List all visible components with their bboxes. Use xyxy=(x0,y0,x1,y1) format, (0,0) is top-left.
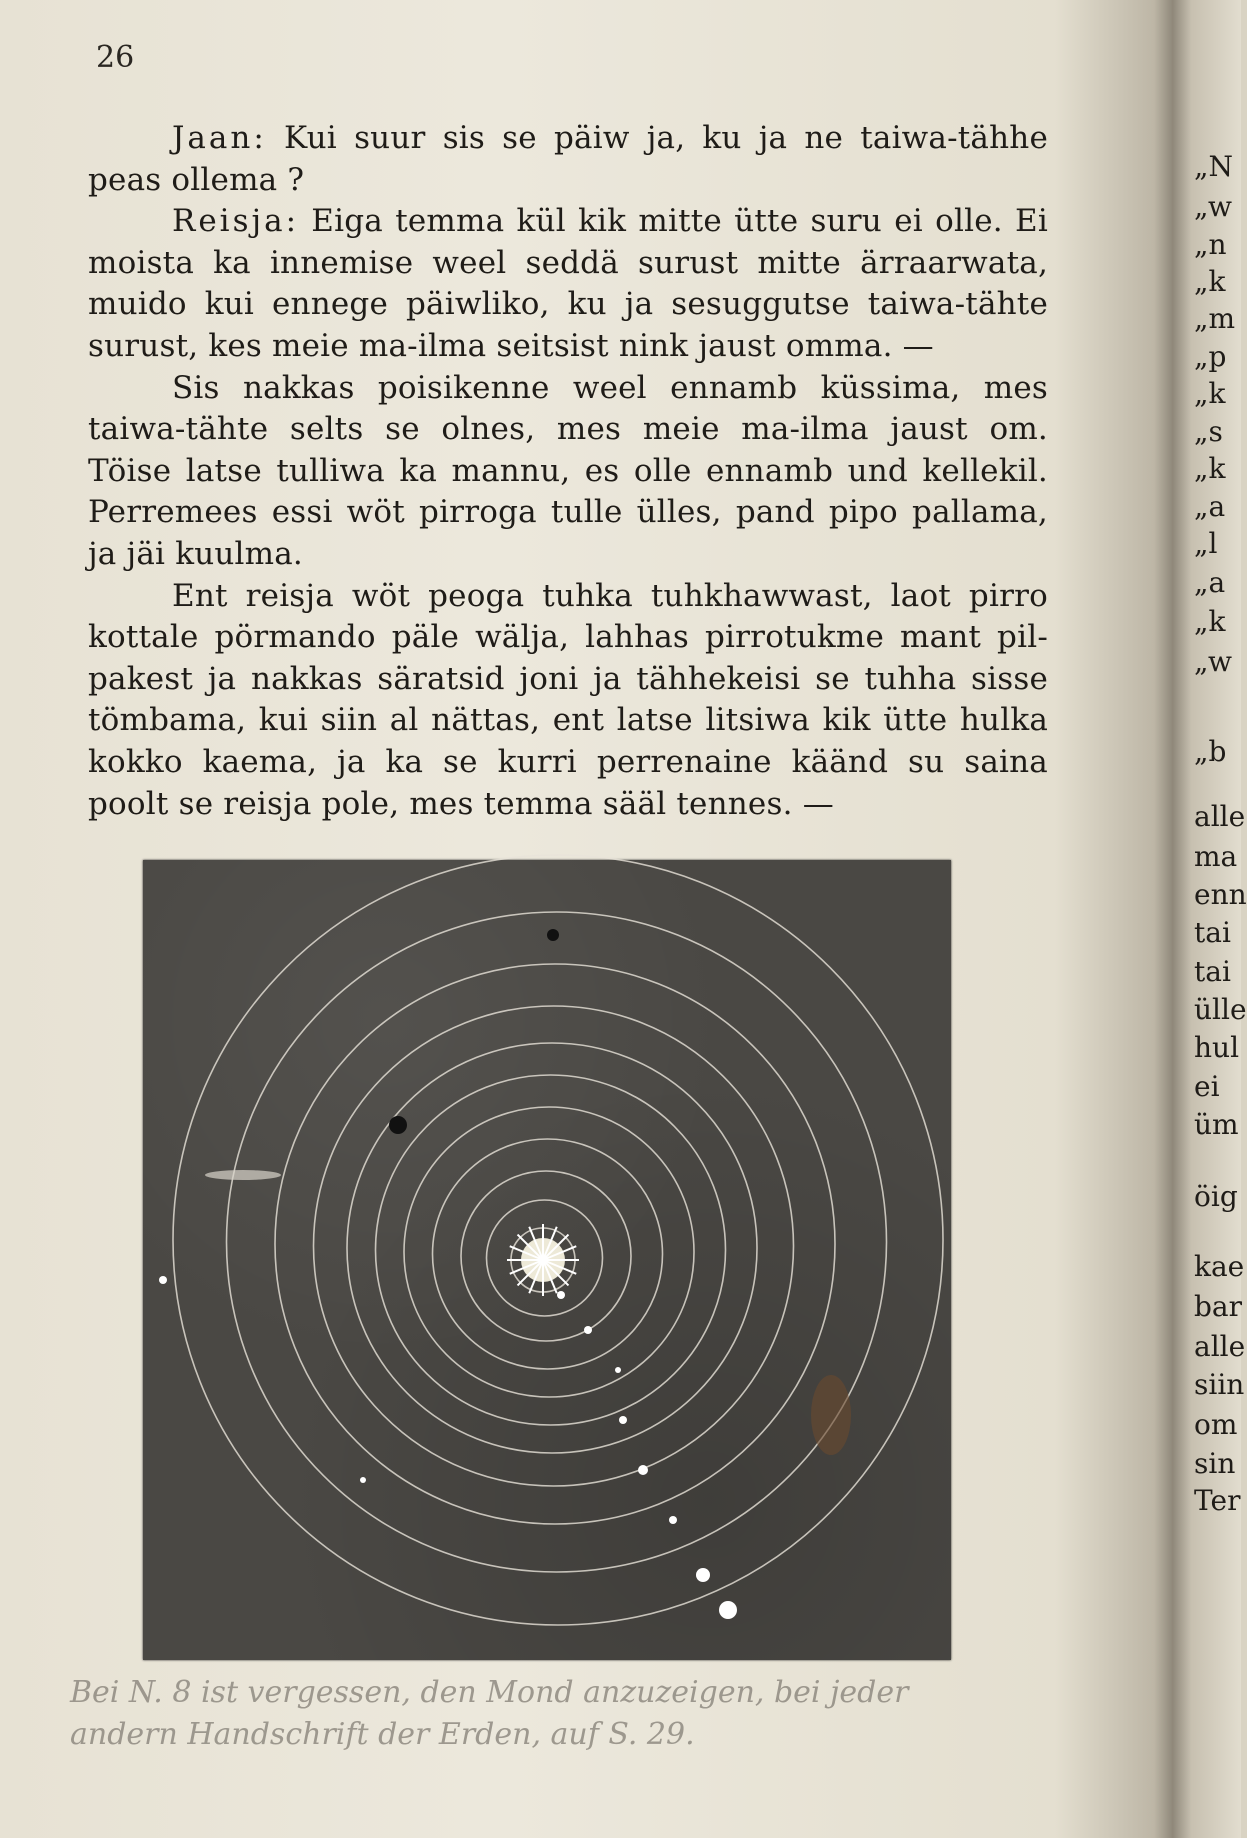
stain-mark xyxy=(811,1375,851,1455)
right-page-edge xyxy=(1192,0,1247,1838)
right-page-fragment: siin xyxy=(1194,1368,1245,1401)
right-page-fragment: ma xyxy=(1194,840,1238,873)
paragraph-4 xyxy=(88,576,1048,826)
right-page-fragment: kae xyxy=(1194,1250,1245,1283)
handwritten-note xyxy=(70,1672,1050,1756)
planet-dot xyxy=(159,1276,167,1284)
right-page-fragment: üm xyxy=(1194,1108,1239,1141)
right-page-fragment: alle xyxy=(1194,800,1246,833)
paragraph-3 xyxy=(88,368,1048,576)
right-page-fragment: ei xyxy=(1194,1070,1220,1103)
right-page-fragment: „n xyxy=(1194,228,1227,261)
page-number: 26 xyxy=(96,40,135,75)
paragraph-text: Eiga temma kül kik mitte ütte suru ei olle. Ei moista ka innemise weel seddä surust mitte ärraarwata, muido kui ennege päiwliko, ku ja sesuggutse taiwa-tähte surust, kes meie ma-ilma seitsist nink jaust omma. — xyxy=(88,203,1048,364)
right-page-fragment: „k xyxy=(1194,265,1226,298)
handwritten-note-line-2: andern Handschrift der Erden, auf S. 29. xyxy=(70,1717,695,1752)
solar-system-figure xyxy=(143,860,951,1660)
paragraph-text: Sis nakkas poisikenne weel ennamb küssima, mes taiwa-tähte selts se olnes, mes meie ma-ilma jaust om. Töise latse tulliwa ka mannu, es olle ennamb und kellekil. Perremees essi wöt pirroga tulle ülles, pand pipo pallama, ja jäi kuulma. xyxy=(88,369,1048,572)
paragraph-1 xyxy=(88,118,1048,201)
planet-dot xyxy=(547,929,559,941)
right-page-fragment: tai xyxy=(1194,955,1231,988)
right-page-fragment: om xyxy=(1194,1408,1238,1441)
right-page-fragment: „k xyxy=(1194,377,1226,410)
right-page-fragment: ülle xyxy=(1194,993,1247,1026)
planet-dot xyxy=(557,1291,565,1299)
planet-dot xyxy=(615,1367,621,1373)
right-page-fragment: „m xyxy=(1194,302,1236,335)
planet-dot xyxy=(389,1116,407,1134)
right-page-fragment: enn xyxy=(1194,878,1247,911)
paragraph-text: Ent reisja wöt peoga tuhka tuhkhawwast, laot pirro kottale pörmando päle wälja, lahhas pirrotukme mant pil-pakest ja nakkas säratsid joni ja tähhekeisi se tuhha sisse tömbama, kui siin al nättas, ent latse litsiwa kik ütte hulka kokko kaema, ja ka se kurri perrenaine käänd su saina poolt se reisja pole, mes temma sääl tennes. — xyxy=(88,577,1048,822)
right-page-fragment: „s xyxy=(1194,415,1223,448)
comet-streak xyxy=(205,1170,281,1180)
planet-dot xyxy=(619,1416,627,1424)
right-page-fragment: hul xyxy=(1194,1031,1240,1064)
handwritten-note-line-1: Bei N. 8 ist vergessen, den Mond anzuzeigen, bei jeder xyxy=(70,1675,909,1710)
right-page-fragment: bar xyxy=(1194,1290,1243,1323)
right-page-fragment: „a xyxy=(1194,566,1226,599)
right-page-fragment: Ter xyxy=(1194,1484,1241,1517)
right-page-fragment: „w xyxy=(1194,190,1232,223)
speaker-name: Reisja: xyxy=(172,203,300,240)
orbit-diagram xyxy=(143,860,951,1660)
planet-dot xyxy=(584,1326,592,1334)
right-page-fragment: „k xyxy=(1194,452,1226,485)
right-page-fragment: „N xyxy=(1194,150,1234,183)
speaker-name: Jaan: xyxy=(172,120,267,156)
planet-dot xyxy=(719,1601,737,1619)
right-page-fragment: „b xyxy=(1194,735,1227,768)
planet-dot xyxy=(638,1465,648,1475)
paragraph-text: Kui suur sis se päiw ja, ku ja ne taiwa-tähhe peas ollema ? xyxy=(88,120,1048,198)
planet-dot xyxy=(669,1516,677,1524)
right-page-fragment: sin xyxy=(1194,1447,1236,1480)
right-page-fragment: alle xyxy=(1194,1330,1246,1363)
right-page-fragment: „a xyxy=(1194,490,1226,523)
orbit-ring xyxy=(227,912,887,1572)
right-page-fragment: „w xyxy=(1194,645,1232,678)
planet-dot xyxy=(696,1568,710,1582)
paragraph-2 xyxy=(88,201,1048,367)
body-text xyxy=(88,118,1048,825)
right-page-fragment: „k xyxy=(1194,605,1226,638)
planet-dot xyxy=(360,1477,366,1483)
right-page-fragment: tai xyxy=(1194,916,1231,949)
right-page-fragment: öig xyxy=(1194,1180,1238,1213)
right-page-fragment: „p xyxy=(1194,340,1227,373)
orbit-ring xyxy=(173,855,943,1625)
right-page-fragment: „l xyxy=(1194,527,1218,560)
